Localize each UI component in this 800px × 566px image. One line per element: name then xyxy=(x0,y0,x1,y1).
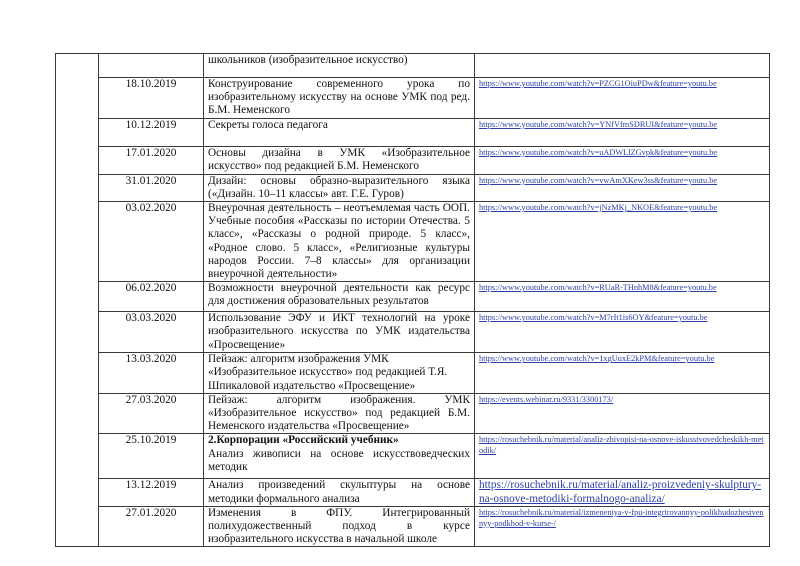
topic-cell: Пейзаж: алгоритм изображения УМК «Изобразительное искусство» под редакцией Т.Я. Шпикаловой издательство «Просвещение» xyxy=(204,353,475,394)
link-cell xyxy=(475,202,770,282)
table-row xyxy=(56,479,770,506)
link-cell xyxy=(475,353,770,394)
video-link[interactable]: https://www.youtube.com/watch?v=uADWLlZGvpk&feature=youtu.be xyxy=(479,147,718,157)
date-cell: 03.02.2020 xyxy=(99,202,204,282)
date-cell: 25.10.2019 xyxy=(99,434,204,479)
date-cell: 17.01.2020 xyxy=(99,146,204,174)
material-link[interactable]: https://rosuchebnik.ru/material/analiz-proizvedeniy-skulptury-na-osnove-metodiki-formalnogo-analiza/ xyxy=(479,479,762,505)
link-cell xyxy=(475,282,770,312)
topic-cell xyxy=(204,434,475,479)
video-link[interactable]: https://www.youtube.com/watch?v=RUaR-THnhM8&feature=youtu.be xyxy=(479,283,717,293)
link-cell xyxy=(475,479,770,506)
table-row xyxy=(56,434,770,479)
date-cell: 13.12.2019 xyxy=(99,479,204,506)
table-row xyxy=(56,174,770,201)
date-cell: 27.01.2020 xyxy=(99,506,204,547)
topic-cell: школьников (изобразительное искусство) xyxy=(204,54,475,78)
section-heading: 2.Корпорации «Российский учебник» xyxy=(208,434,399,447)
topic-cell: Секреты голоса педагога xyxy=(204,118,475,146)
table-row xyxy=(56,506,770,547)
webinar-link[interactable]: https://events.webinar.ru/9331/3300173/ xyxy=(479,394,614,404)
table-row xyxy=(56,78,770,119)
date-cell: 13.03.2020 xyxy=(99,353,204,394)
table-row xyxy=(56,312,770,353)
topic-cell: Анализ произведений скульптуры на основе методики формального анализа xyxy=(204,479,475,506)
merged-empty-cell xyxy=(56,54,99,547)
topic-cell: Основы дизайна в УМК «Изобразительное искусство» под редакцией Б.М. Неменского xyxy=(204,146,475,174)
table-row xyxy=(56,353,770,394)
date-cell: 06.02.2020 xyxy=(99,282,204,312)
topic-cell: Дизайн: основы образно-выразительного языка («Дизайн. 10–11 классы» авт. Г.Е. Гуров) xyxy=(204,174,475,201)
link-cell xyxy=(475,54,770,78)
topic-cell: Конструирование современного урока по изобразительному искусству на основе УМК под ред. Б.М. Неменского xyxy=(204,78,475,119)
link-cell xyxy=(475,174,770,201)
topic-cell: Изменения в ФПУ. Интегрированный полихудожественный подход в курсе изобразительного искусства в начальной школе xyxy=(204,506,475,547)
video-link[interactable]: https://www.youtube.com/watch?v=PZCG1OiuPDw&feature=youtu.be xyxy=(479,79,717,88)
video-link[interactable]: https://www.youtube.com/watch?v=1xgUuxE2kPM&feature=youtu.be xyxy=(479,354,715,364)
table-row xyxy=(56,282,770,312)
material-link[interactable]: https://rosuchebnik.ru/material/analiz-zhivopisi-na-osnove-iskusstvovedcheskikh-metodik/ xyxy=(479,435,764,456)
link-cell xyxy=(475,393,770,434)
topic-cell: Внеурочная деятельность – неотъемлемая часть ООП. Учебные пособия «Рассказы по истории Отечества. 5 класс», «Рассказы о родной природе. 5 класс», «Родное слово. 5 класс», «Религиозные культуры народов России. 7–8 классы» для организации внеурочной деятельности» xyxy=(204,202,475,282)
topic-cell: Возможности внеурочной деятельности как ресурс для достижения образовательных результатов xyxy=(204,282,475,312)
video-link[interactable]: https://www.youtube.com/watch?v=YNfVfmSDRUI&feature=youtu.be xyxy=(479,119,718,129)
date-cell: 03.03.2020 xyxy=(99,312,204,353)
table-row xyxy=(56,393,770,434)
topic-text: Анализ живописи на основе искусствоведческих методик xyxy=(208,447,470,473)
topic-cell: Пейзаж: алгоритм изображения. УМК «Изобразительное искусство» под редакцией Б.М. Неменского издательства «Просвещение» xyxy=(204,393,475,434)
material-link[interactable]: https://rosuchebnik.ru/material/izmeneniya-v-fpu-integrirovannyy-polikhudozhestvennyy-podkhod-v-kurse-/ xyxy=(479,507,764,528)
link-cell xyxy=(475,434,770,479)
date-cell: 27.03.2020 xyxy=(99,393,204,434)
video-link[interactable]: https://www.youtube.com/watch?v=jNzMKj_NKOE&feature=youtu.be xyxy=(479,203,718,213)
date-cell: 10.12.2019 xyxy=(99,118,204,146)
table-row xyxy=(56,146,770,174)
table-row xyxy=(56,118,770,146)
link-cell xyxy=(475,506,770,547)
table-row xyxy=(56,54,770,78)
link-cell xyxy=(475,146,770,174)
link-cell xyxy=(475,312,770,353)
date-cell: 18.10.2019 xyxy=(99,78,204,119)
table-row xyxy=(56,202,770,282)
date-cell xyxy=(99,54,204,78)
link-cell xyxy=(475,78,770,119)
webinar-table xyxy=(55,53,770,547)
video-link[interactable]: https://www.youtube.com/watch?v=vwAmXKew3ss&feature=youtu.be xyxy=(479,175,718,185)
link-cell xyxy=(475,118,770,146)
video-link[interactable]: https://www.youtube.com/watch?v=M7rIt1is6OY&feature=youtu.be xyxy=(479,313,708,323)
topic-cell: Использование ЭФУ и ИКТ технологий на уроке изобразительного искусства по УМК издательства «Просвещение» xyxy=(204,312,475,353)
date-cell: 31.01.2020 xyxy=(99,174,204,201)
